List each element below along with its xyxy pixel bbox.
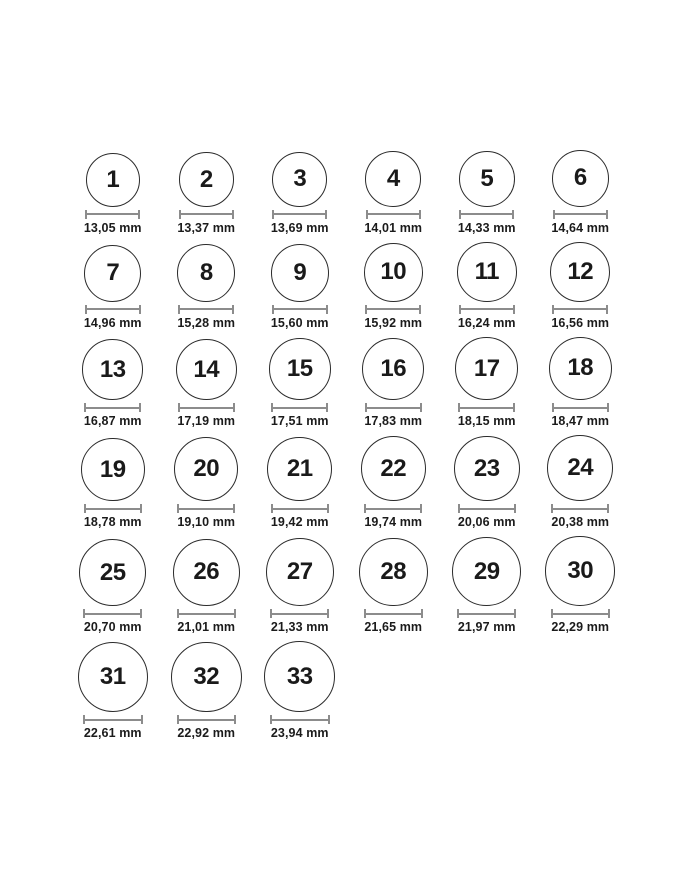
size-number: 19 <box>99 455 126 483</box>
ring-size-item <box>534 150 628 235</box>
ruler-line <box>84 407 141 409</box>
ring-size-item <box>440 242 534 330</box>
ring-size-item <box>66 438 160 530</box>
size-number: 25 <box>99 558 126 586</box>
diameter-ruler-icon <box>270 609 329 618</box>
diameter-label: 23,94 mm <box>270 726 329 741</box>
ring-size-item <box>253 538 347 634</box>
diameter-label: 18,78 mm <box>83 515 142 530</box>
size-circle <box>547 435 613 501</box>
ring-size-item <box>440 436 534 530</box>
size-row <box>66 641 634 740</box>
size-number: 22 <box>380 454 407 482</box>
size-number: 10 <box>380 258 407 286</box>
ruler-line <box>83 613 142 615</box>
ruler-tick-right <box>140 609 142 618</box>
diameter-ruler-icon <box>85 210 140 219</box>
size-number: 28 <box>380 557 407 585</box>
ring-size-item <box>253 338 347 428</box>
size-number: 7 <box>106 259 120 287</box>
diameter-ruler-icon <box>459 305 515 314</box>
diameter-label: 14,33 mm <box>457 220 516 235</box>
diameter-label: 20,06 mm <box>457 515 516 530</box>
size-number: 12 <box>567 257 594 285</box>
diameter-label: 17,51 mm <box>270 414 329 429</box>
ruler-line <box>459 308 515 310</box>
ruler-tick-right <box>326 305 328 314</box>
size-circle <box>361 436 426 501</box>
size-number: 1 <box>106 165 120 193</box>
ring-size-item <box>534 435 628 529</box>
ruler-line <box>84 508 142 510</box>
diameter-ruler-icon <box>458 403 515 412</box>
size-circle <box>550 242 610 302</box>
size-circle <box>452 537 521 606</box>
ruler-tick-right <box>327 609 329 618</box>
size-circle <box>174 437 238 501</box>
size-number: 24 <box>567 454 594 482</box>
size-number: 29 <box>473 557 500 585</box>
ruler-tick-right <box>607 403 609 412</box>
diameter-ruler-icon <box>364 504 422 513</box>
ring-size-item <box>253 437 347 530</box>
size-number: 26 <box>193 558 220 586</box>
diameter-label: 21,33 mm <box>270 620 329 635</box>
ruler-tick-right <box>514 504 516 513</box>
size-circle <box>267 437 332 502</box>
size-circle <box>455 337 518 400</box>
size-number: 23 <box>473 454 500 482</box>
size-circle <box>272 152 327 207</box>
size-number: 33 <box>286 662 313 690</box>
size-grid <box>66 150 634 747</box>
ring-size-item <box>440 537 534 634</box>
diameter-ruler-icon <box>552 305 608 314</box>
ring-size-item <box>440 151 534 235</box>
size-row <box>66 536 634 634</box>
ruler-line <box>270 719 330 721</box>
diameter-ruler-icon <box>178 403 235 412</box>
size-number: 32 <box>193 662 220 690</box>
ruler-line <box>458 508 516 510</box>
ring-size-item <box>534 337 628 428</box>
ring-size-item <box>440 337 534 428</box>
ruler-tick-right <box>138 210 140 219</box>
ring-size-item <box>160 642 254 741</box>
diameter-label: 14,96 mm <box>83 315 142 330</box>
size-circle <box>549 337 612 400</box>
diameter-label: 15,92 mm <box>364 315 423 330</box>
ruler-line <box>272 213 327 215</box>
diameter-ruler-icon <box>179 210 234 219</box>
ring-size-item <box>347 436 441 529</box>
ring-size-item <box>160 539 254 635</box>
size-circle <box>457 242 517 302</box>
ruler-line <box>458 407 515 409</box>
ruler-tick-right <box>606 305 608 314</box>
size-number: 30 <box>567 557 594 585</box>
diameter-ruler-icon <box>84 504 142 513</box>
size-circle <box>84 245 141 302</box>
ruler-tick-right <box>606 210 608 219</box>
ruler-tick-right <box>233 504 235 513</box>
ring-size-item <box>66 642 160 740</box>
ruler-tick-right <box>607 504 609 513</box>
diameter-ruler-icon <box>84 403 141 412</box>
diameter-ruler-icon <box>177 504 235 513</box>
diameter-ruler-icon <box>270 715 330 724</box>
diameter-label: 16,24 mm <box>457 315 516 330</box>
diameter-ruler-icon <box>457 609 516 618</box>
ruler-tick-right <box>232 305 234 314</box>
diameter-label: 16,56 mm <box>551 315 610 330</box>
size-circle <box>266 538 334 606</box>
size-circle <box>269 338 331 400</box>
size-circle <box>359 538 428 607</box>
diameter-label: 13,69 mm <box>270 220 329 235</box>
size-number: 11 <box>474 258 499 286</box>
size-number: 14 <box>193 355 220 383</box>
ruler-line <box>364 508 422 510</box>
ruler-line <box>457 613 516 615</box>
size-row <box>66 337 634 428</box>
ruler-tick-right <box>327 504 329 513</box>
diameter-ruler-icon <box>177 715 237 724</box>
size-circle <box>362 338 424 400</box>
ruler-tick-right <box>513 403 515 412</box>
diameter-label: 21,01 mm <box>177 620 236 635</box>
diameter-ruler-icon <box>272 305 328 314</box>
ruler-tick-right <box>232 210 234 219</box>
size-number: 17 <box>473 354 500 382</box>
diameter-ruler-icon <box>85 305 141 314</box>
ruler-line <box>551 613 610 615</box>
diameter-ruler-icon <box>271 403 328 412</box>
diameter-label: 15,60 mm <box>270 315 329 330</box>
ruler-line <box>365 407 422 409</box>
size-circle <box>82 339 143 400</box>
ruler-line <box>177 508 235 510</box>
diameter-ruler-icon <box>365 403 422 412</box>
diameter-label: 21,65 mm <box>364 620 423 635</box>
size-number: 31 <box>99 663 126 691</box>
ring-size-item <box>534 242 628 330</box>
ruler-line <box>270 613 329 615</box>
ruler-tick-right <box>326 403 328 412</box>
ruler-tick-right <box>139 305 141 314</box>
size-row <box>66 242 634 330</box>
diameter-label: 13,05 mm <box>83 220 142 235</box>
ring-size-item <box>347 338 441 428</box>
ruler-line <box>365 308 421 310</box>
ring-size-item <box>253 244 347 330</box>
size-number: 20 <box>193 455 220 483</box>
diameter-ruler-icon <box>364 609 423 618</box>
ring-size-item <box>534 536 628 634</box>
size-circle <box>545 536 615 606</box>
ring-size-item <box>253 152 347 235</box>
ruler-tick-right <box>419 210 421 219</box>
ruler-line <box>272 308 328 310</box>
ruler-line <box>85 308 141 310</box>
size-circle <box>264 641 335 712</box>
size-circle <box>86 153 140 207</box>
size-number: 6 <box>573 164 587 192</box>
diameter-label: 18,15 mm <box>457 414 516 429</box>
diameter-label: 19,10 mm <box>177 515 236 530</box>
ruler-tick-right <box>141 715 143 724</box>
ring-size-item <box>66 339 160 428</box>
ruler-tick-right <box>419 305 421 314</box>
diameter-label: 20,38 mm <box>551 515 610 530</box>
ruler-line <box>177 719 237 721</box>
diameter-label: 18,47 mm <box>551 414 610 429</box>
ruler-tick-right <box>420 403 422 412</box>
diameter-ruler-icon <box>83 609 142 618</box>
size-circle <box>78 642 148 712</box>
ring-size-item <box>160 339 254 428</box>
ruler-tick-right <box>514 609 516 618</box>
size-circle <box>79 539 146 606</box>
diameter-label: 14,01 mm <box>364 220 423 235</box>
size-number: 27 <box>286 558 313 586</box>
size-number: 15 <box>286 355 313 383</box>
diameter-label: 22,29 mm <box>551 620 610 635</box>
size-circle <box>454 436 520 502</box>
ruler-tick-right <box>140 504 142 513</box>
ruler-line <box>85 213 140 215</box>
ring-size-item <box>160 437 254 529</box>
size-circle <box>179 152 234 207</box>
size-number: 2 <box>199 165 213 193</box>
diameter-ruler-icon <box>271 504 329 513</box>
diameter-label: 19,42 mm <box>270 515 329 530</box>
ruler-line <box>364 613 423 615</box>
diameter-ruler-icon <box>459 210 514 219</box>
size-number: 9 <box>293 258 307 286</box>
size-circle <box>364 243 423 302</box>
ruler-line <box>553 213 608 215</box>
diameter-label: 20,70 mm <box>83 620 142 635</box>
size-row <box>66 435 634 529</box>
ruler-line <box>552 308 608 310</box>
size-circle <box>176 339 237 400</box>
size-number: 3 <box>293 165 307 193</box>
size-circle <box>365 151 421 207</box>
diameter-label: 19,74 mm <box>364 515 423 530</box>
diameter-label: 21,97 mm <box>457 620 516 635</box>
diameter-label: 22,61 mm <box>83 726 142 741</box>
diameter-ruler-icon <box>553 210 608 219</box>
ruler-line <box>366 213 421 215</box>
ruler-tick-right <box>421 609 423 618</box>
size-number: 18 <box>567 354 594 382</box>
ruler-tick-right <box>513 305 515 314</box>
size-number: 16 <box>380 354 407 382</box>
ruler-line <box>551 508 609 510</box>
ruler-line <box>179 213 234 215</box>
diameter-label: 17,19 mm <box>177 414 236 429</box>
ring-size-item <box>253 641 347 740</box>
size-circle <box>173 539 241 607</box>
ruler-line <box>178 308 234 310</box>
diameter-ruler-icon <box>365 305 421 314</box>
ruler-tick-right <box>234 715 236 724</box>
ring-size-item <box>160 244 254 330</box>
ring-size-item <box>347 538 441 635</box>
diameter-ruler-icon <box>551 504 609 513</box>
ruler-tick-right <box>608 609 610 618</box>
size-number: 21 <box>286 455 313 483</box>
ruler-tick-right <box>512 210 514 219</box>
size-number: 13 <box>99 355 126 383</box>
diameter-ruler-icon <box>551 609 610 618</box>
size-circle <box>271 244 329 302</box>
ruler-line <box>271 407 328 409</box>
ruler-line <box>552 407 609 409</box>
ring-size-item <box>347 243 441 330</box>
ring-size-item <box>66 153 160 235</box>
diameter-ruler-icon <box>552 403 609 412</box>
size-row <box>66 150 634 235</box>
diameter-ruler-icon <box>458 504 516 513</box>
ruler-line <box>83 719 143 721</box>
size-number: 8 <box>199 258 213 286</box>
diameter-label: 22,92 mm <box>177 726 236 741</box>
diameter-ruler-icon <box>83 715 143 724</box>
ring-size-item <box>66 539 160 634</box>
diameter-ruler-icon <box>366 210 421 219</box>
diameter-ruler-icon <box>178 305 234 314</box>
ring-size-item <box>66 245 160 330</box>
ring-size-item <box>347 151 441 235</box>
ruler-tick-right <box>420 504 422 513</box>
ring-size-item <box>160 152 254 235</box>
size-circle <box>171 642 242 713</box>
size-circle <box>177 244 235 302</box>
size-circle <box>459 151 515 207</box>
size-number: 4 <box>386 164 400 192</box>
diameter-label: 17,83 mm <box>364 414 423 429</box>
diameter-ruler-icon <box>177 609 236 618</box>
ruler-tick-right <box>139 403 141 412</box>
diameter-label: 14,64 mm <box>551 220 610 235</box>
diameter-label: 16,87 mm <box>83 414 142 429</box>
ruler-line <box>177 613 236 615</box>
ruler-line <box>178 407 235 409</box>
diameter-label: 13,37 mm <box>177 220 236 235</box>
ruler-tick-right <box>328 715 330 724</box>
ruler-tick-right <box>234 609 236 618</box>
size-number: 5 <box>480 164 494 192</box>
size-circle <box>81 438 145 502</box>
ruler-tick-right <box>233 403 235 412</box>
ruler-line <box>459 213 514 215</box>
size-circle <box>552 150 609 207</box>
diameter-label: 15,28 mm <box>177 315 236 330</box>
ruler-tick-right <box>325 210 327 219</box>
diameter-ruler-icon <box>272 210 327 219</box>
ruler-line <box>271 508 329 510</box>
